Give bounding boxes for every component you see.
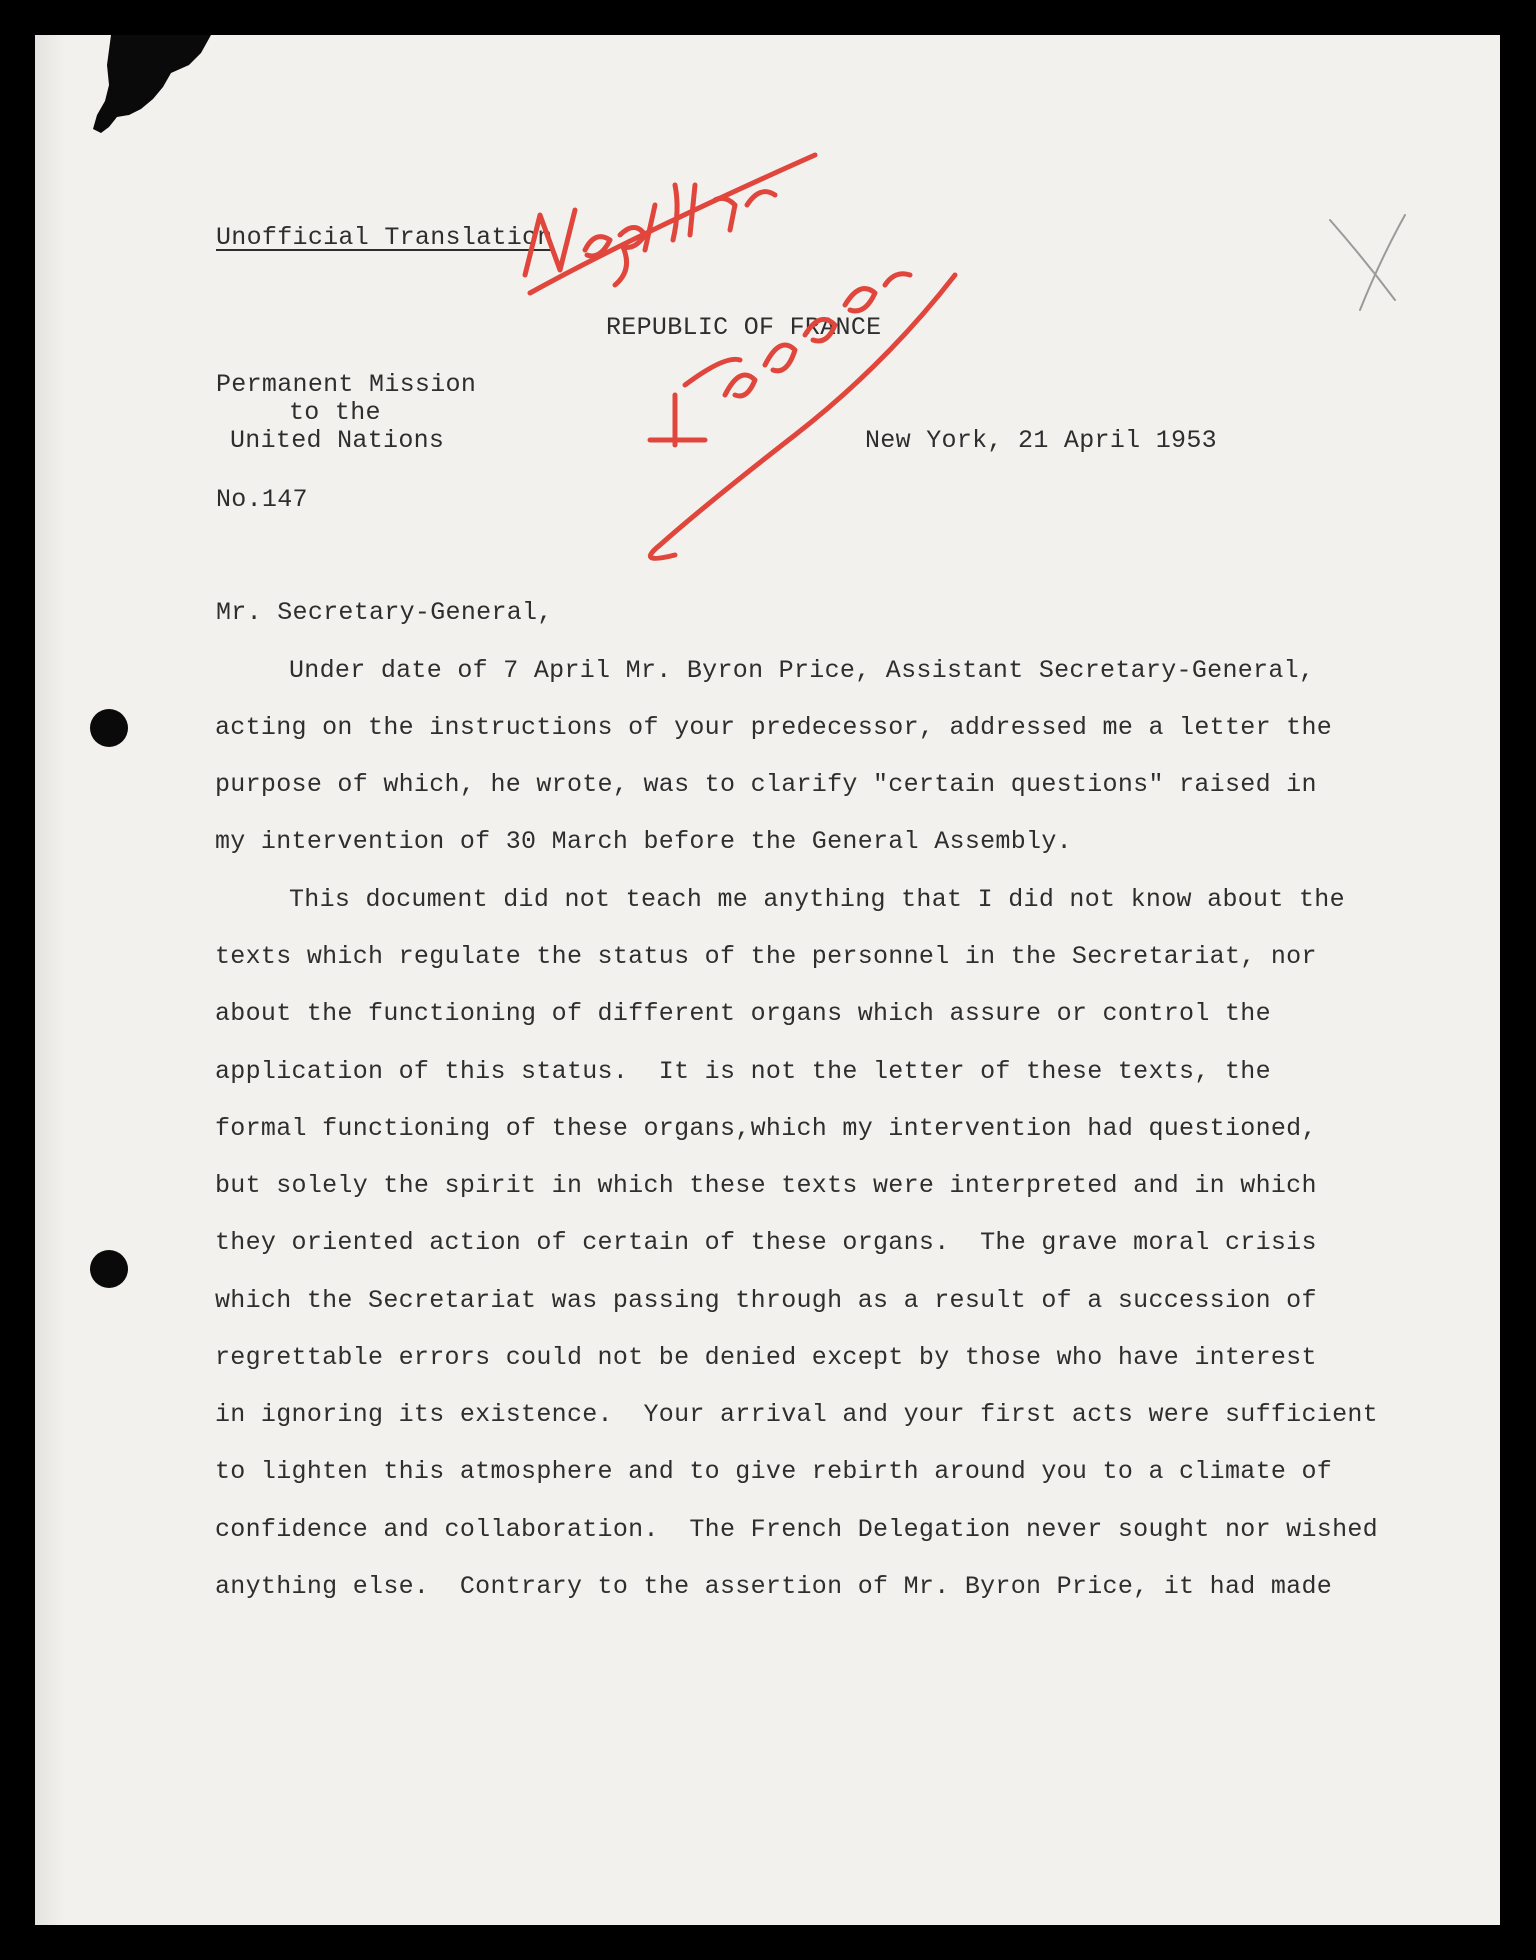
reference-number: No.147	[216, 485, 308, 514]
document-page	[35, 35, 1500, 1925]
salutation: Mr. Secretary-General,	[216, 598, 553, 627]
mission-line-1: Permanent Mission	[216, 370, 477, 399]
body-line: they oriented action of certain of these organs. The grave moral crisis	[215, 1228, 1317, 1257]
body-line: acting on the instructions of your predecessor, addressed me a letter the	[215, 713, 1333, 742]
body-line: purpose of which, he wrote, was to clarify "certain questions" raised in	[215, 770, 1317, 799]
body-line: formal functioning of these organs,which my intervention had questioned,	[215, 1114, 1317, 1143]
body-line: to lighten this atmosphere and to give rebirth around you to a climate of	[215, 1457, 1333, 1486]
body-line: regrettable errors could not be denied except by those who have interest	[215, 1343, 1317, 1372]
body-line: but solely the spirit in which these texts were interpreted and in which	[215, 1171, 1317, 1200]
unofficial-translation-header: Unofficial Translation	[216, 223, 553, 252]
place-date: New York, 21 April 1953	[865, 426, 1217, 455]
body-line: confidence and collaboration. The French Delegation never sought nor wished	[215, 1515, 1378, 1544]
body-line: anything else. Contrary to the assertion of Mr. Byron Price, it had made	[215, 1572, 1333, 1601]
page-edge-shadow	[35, 35, 65, 1925]
body-line: about the functioning of different organs which assure or control the	[215, 999, 1271, 1028]
country-heading: REPUBLIC OF FRANCE	[606, 313, 882, 342]
body-line: in ignoring its existence. Your arrival and your first acts were sufficient	[215, 1400, 1378, 1429]
body-line: texts which regulate the status of the personnel in the Secretariat, nor	[215, 942, 1317, 971]
torn-corner	[71, 35, 211, 155]
pencil-x-mark	[1325, 210, 1425, 320]
punch-hole-upper	[90, 709, 128, 747]
body-line: This document did not teach me anything that I did not know about the	[289, 885, 1345, 914]
punch-hole-lower	[90, 1250, 128, 1288]
body-line: which the Secretariat was passing through as a result of a succession of	[215, 1286, 1317, 1315]
body-line: my intervention of 30 March before the General Assembly.	[215, 827, 1072, 856]
mission-line-3: United Nations	[230, 426, 445, 455]
body-line: application of this status. It is not the letter of these texts, the	[215, 1057, 1271, 1086]
mission-line-2: to the	[289, 398, 381, 427]
body-line: Under date of 7 April Mr. Byron Price, Assistant Secretary-General,	[289, 656, 1315, 685]
